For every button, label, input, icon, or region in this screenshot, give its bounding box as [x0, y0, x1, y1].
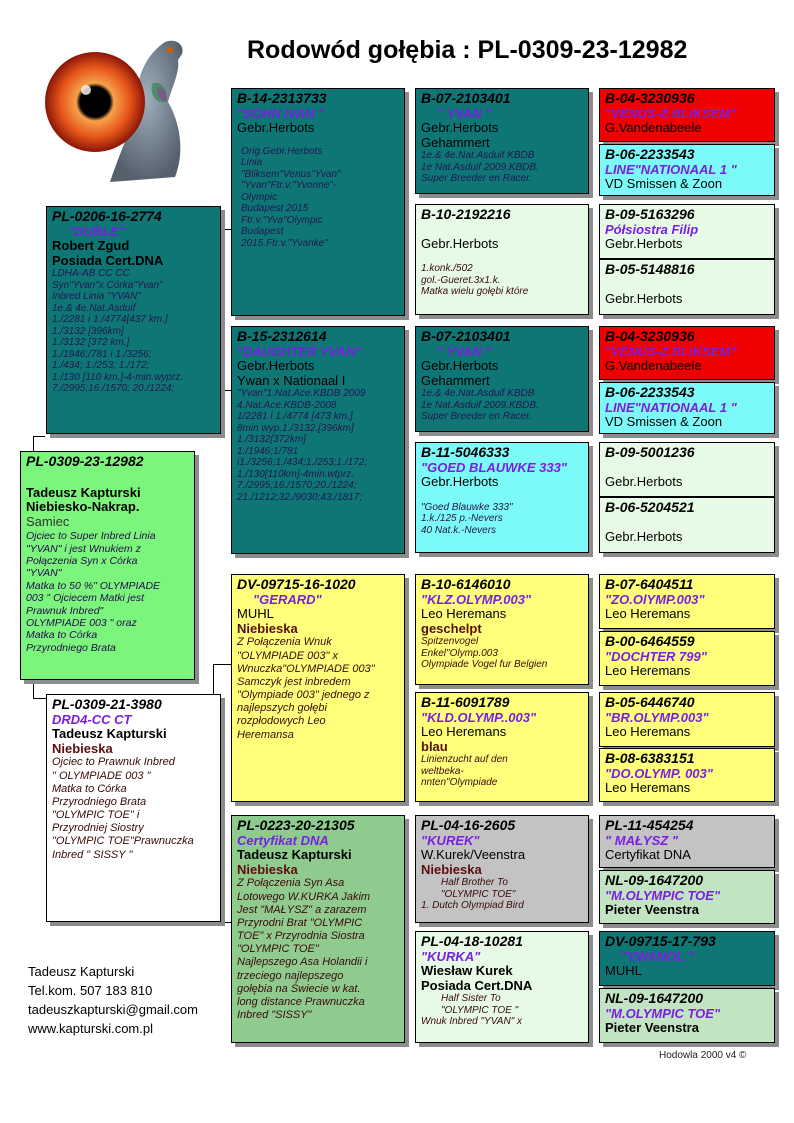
fm-owner: Gebr.Herbots: [237, 358, 315, 374]
g3-ring: B-05-5148816: [605, 261, 695, 277]
g4-card[interactable]: [599, 326, 775, 380]
mfm-owner: Leo Heremans: [421, 724, 507, 740]
g10-card[interactable]: [599, 692, 775, 747]
g4-ring: B-04-3230936: [605, 328, 695, 344]
mff-notes: Spitzenvogel Enkel"Olymp.003 Olympiade Vogel fur Belgien: [421, 636, 548, 671]
subject-ring: PL-0309-23-12982: [26, 453, 144, 469]
fmm-owner: Gebr.Herbots: [421, 474, 499, 490]
g1-name: LINE"NATIONAAL 1 ": [605, 161, 737, 177]
mf-owner: MUHL: [237, 606, 274, 622]
mmf-name: "KUREK": [421, 832, 480, 848]
mother-ring: PL-0309-21-3980: [52, 696, 162, 712]
ff-notes: Orig.Gebr.Herbots Linia "Bliksem"Venus"Yvan" "Yvan"Ftr.v."Yvonne"- Olympic Budapest 2015 Ftr.v."Yva"Olympic Budapest 2015.Ftr.v."Yvanke": [241, 145, 341, 249]
ff-owner: Gebr.Herbots: [237, 120, 315, 136]
g9-ring: B-00-6464559: [605, 633, 695, 649]
g2-name: Półsiostra Filip: [605, 221, 699, 237]
g8-card[interactable]: [599, 574, 775, 629]
page-title: Rodowód gołębia : PL-0309-23-12982: [247, 36, 688, 64]
mmf-owner: W.Kurek/Veenstra: [421, 847, 526, 863]
g0-card[interactable]: [599, 88, 775, 142]
mmf-ring: PL-04-16-2605: [421, 817, 516, 833]
g4-owner: G.Vandenabeele: [605, 358, 702, 374]
g11-name: "DO.OLYMP. 003": [605, 765, 713, 781]
father-ring: PL-0206-16-2774: [52, 208, 162, 224]
fm-notes: "Yvan"1.Nat.Ace.KBDB 2009 4.Nat.Ace.KBDB-2008 1/2281 i 1./4774 [473 km.] 8min wyp.1./3132.[396km] 1./3132[372km] 1./1946;1/781 i1./3256;1./434;1./253;1./172; 1./130[110km]-4min.wtprz. 7./2995;16./1570;20./1224; 21./1212;32./9030;43./1817;: [237, 388, 368, 503]
mm-notes: Z Połączenia Syn Asa Lotowego W.KURKA Jakim Jest "MAŁYSZ" a zarazem Przyrodni Brat "OLYMPIC TOE" x Przyrodnia Siostra "OLYMPIC TOE" Najlepszego Asa Holandii i trzeciego najlepszego gołębia na Świecie w kat. long distance Prawnuczka Inbred "SISSY": [237, 877, 371, 1022]
father-name: "DUBLE": [68, 223, 126, 239]
g6-owner: Gebr.Herbots: [605, 473, 683, 489]
mf-color: Niebieska: [237, 620, 298, 636]
mm-color: Niebieska: [237, 861, 298, 877]
mff-ring: B-10-6146010: [421, 576, 511, 592]
g2-card[interactable]: [599, 204, 775, 259]
mmm-ring: PL-04-18-10281: [421, 933, 523, 949]
g3-owner: Gebr.Herbots: [605, 290, 683, 306]
fff-ring: B-07-2103401: [421, 90, 511, 106]
fff-owner: Gebr.Herbots: [421, 120, 499, 136]
g12-ring: PL-11-454254: [605, 817, 694, 833]
mfm-name: "KLD.OLYMP..003": [421, 709, 537, 725]
g14-ring: DV-09715-17-793: [605, 933, 716, 949]
subject-card[interactable]: [20, 451, 195, 680]
pigeon-eye-logo: [40, 32, 190, 187]
mff-owner: Leo Heremans: [421, 606, 507, 622]
mmm-card[interactable]: [415, 931, 589, 1043]
g9-card[interactable]: [599, 631, 775, 686]
mfm-extra: blau: [421, 738, 448, 754]
fm-card[interactable]: [231, 326, 405, 554]
mmm-owner: Wiesław Kurek: [421, 963, 513, 979]
g10-ring: B-05-6446740: [605, 694, 695, 710]
father-card[interactable]: [46, 206, 221, 434]
mm-name: Certyfikat DNA: [237, 832, 329, 848]
g5-name: LINE"NATIONAAL 1 ": [605, 399, 737, 415]
g4-name: "VENUS-Z.BLIKSEM": [605, 343, 737, 359]
g12-name: " MAŁYSZ ": [605, 832, 678, 848]
mother-owner: Tadeusz Kapturski: [52, 726, 167, 742]
g9-owner: Leo Heremans: [605, 663, 691, 679]
fff-name: " YVAN ": [437, 105, 492, 121]
mf-card[interactable]: [231, 574, 405, 802]
g1-card[interactable]: [599, 144, 775, 196]
contact-email[interactable]: tadeuszkapturski@gmail.com: [28, 1002, 198, 1017]
g7-card[interactable]: [599, 497, 775, 553]
ff-card[interactable]: [231, 88, 405, 316]
mmm-name: "KURKA": [421, 948, 481, 964]
g5-owner: VD Smissen & Zoon: [605, 414, 723, 430]
g10-owner: Leo Heremans: [605, 724, 691, 740]
g11-ring: B-08-6383151: [605, 750, 695, 766]
mmf-card[interactable]: [415, 815, 589, 923]
g8-ring: B-07-6404511: [605, 576, 694, 592]
g8-name: "ZO.OlYMP.003": [605, 591, 705, 607]
mf-name: "GERARD": [253, 591, 322, 607]
g6-ring: B-09-5001236: [605, 444, 695, 460]
fff-card[interactable]: [415, 88, 589, 194]
subject-sex: Samiec: [26, 513, 70, 529]
g13-name: "M.OLYMPIC TOE": [605, 887, 721, 903]
fmf-notes: 1e.& 4e.Nat.Asduif KBDB 1e Nat.Asduif 2009.KBDB. Super Breeder en Racer.: [421, 388, 539, 423]
father-notes: LDHA-AB CC CC Syn"Yvan"x Córka"Yvan" Inbred Linia "YVAN" 1e.& 4e.Nat.Asduif 1./2281 i 1./4774[437 km.] 1./3132 [396km] 1./3132 [372 km.] 1./1946;/781 i 1./3256; 1./434; 1./253; 1./172; 1./130 [110 km.]-4-min.wyprz. 7./2995;16./1570; 20./1224;: [52, 268, 183, 395]
g7-ring: B-06-5204521: [605, 499, 695, 515]
subject-owner: Tadeusz Kapturski: [26, 484, 141, 500]
fmf-owner: Gebr.Herbots: [421, 358, 499, 374]
mm-owner: Tadeusz Kapturski: [237, 847, 352, 863]
mfm-card[interactable]: [415, 692, 589, 802]
mother-name: DRD4-CC CT: [52, 711, 132, 727]
mmf-extra: Niebieska: [421, 861, 482, 877]
mmm-notes: Half Sister To "OLYMPIC TOE " Wnuk Inbred "YVAN" x: [421, 993, 523, 1028]
g11-card[interactable]: [599, 748, 775, 802]
fmm-notes: "Goed Blauwke 333" 1.k./125 p.-Nevers 40 Nat.k.-Nevers: [421, 501, 513, 536]
fff-notes: 1e.& 4e.Nat.Asduif KBDB 1e Nat.Asduif 2009.KBDB. Super Breeder en Racer.: [421, 150, 539, 185]
mm-ring: PL-0223-20-21305: [237, 817, 355, 833]
fmf-card[interactable]: [415, 326, 589, 432]
mf-notes: Z Połączenia Wnuk "OLYMPIADE 003" x Wnuczka"OLYMPIADE 003" Samczyk jest inbredem "Olympiade 003" jednego z najlepszych gołębi rozpłodowych Leo Heremansa: [237, 636, 375, 741]
g10-name: "BR.OLYMP.003": [605, 709, 709, 725]
mfm-ring: B-11-6091789: [421, 694, 510, 710]
g7-owner: Gebr.Herbots: [605, 528, 683, 544]
g15-name: "M.OLYMPIC TOE": [605, 1005, 721, 1021]
mff-card[interactable]: [415, 574, 589, 685]
ffm-ring: B-10-2192216: [421, 206, 511, 222]
g5-card[interactable]: [599, 382, 775, 434]
g15-owner: Pieter Veenstra: [605, 1020, 699, 1036]
fm-extra: Ywan x Nationaal I: [237, 372, 346, 388]
g15-ring: NL-09-1647200: [605, 990, 704, 1006]
mf-ring: DV-09715-16-1020: [237, 576, 356, 592]
contact-block: [28, 962, 198, 1038]
g14-card[interactable]: [599, 931, 775, 986]
g15-card[interactable]: [599, 988, 775, 1043]
fmm-name: "GOED BLAUWKE 333": [421, 459, 567, 475]
g13-owner: Pieter Veenstra: [605, 902, 699, 918]
fff-extra: Gehammert: [421, 134, 490, 150]
ffm-owner: Gebr.Herbots: [421, 235, 499, 251]
g13-card[interactable]: [599, 870, 775, 924]
g0-name: "VENUS-Z.BLIKSEM": [605, 105, 737, 121]
g5-ring: B-06-2233543: [605, 384, 695, 400]
subject-notes: Ojciec to Super Inbred Linia "YVAN" i jest Wnukiem z Połączenia Syn x Córka "YVAN" Matka to 50 %" OLYMPIADE 003 " Ojciecem Matki jest Prawnuk Inbred" OLYMPIADE 003 " oraz Matka to Córka Przyrodniego Brata: [26, 530, 161, 654]
ff-name: "SOHN IVAN ": [237, 105, 325, 121]
g0-ring: B-04-3230936: [605, 90, 695, 106]
g14-name: "YWANOL ": [621, 948, 694, 964]
g1-ring: B-06-2233543: [605, 146, 695, 162]
ffm-notes: 1.konk./502 gol.-Gueret.3x1.k. Matka wielu gołębi które: [421, 263, 529, 298]
contact-website[interactable]: www.kapturski.com.pl: [28, 1021, 153, 1036]
g11-owner: Leo Heremans: [605, 780, 691, 796]
fmf-extra: Gehammert: [421, 372, 490, 388]
g3-card[interactable]: [599, 259, 775, 315]
mmf-notes: Half Brother To "OLYMPIC TOE" 1. Dutch Olympiad Bird: [421, 877, 524, 912]
g13-ring: NL-09-1647200: [605, 872, 704, 888]
fm-name: "DAUGHTER YVAN": [237, 343, 362, 359]
father-cert: Posiada Cert.DNA: [52, 252, 164, 268]
g14-owner: MUHL: [605, 963, 642, 979]
mother-color: Niebieska: [52, 740, 113, 756]
father-owner: Robert Zgud: [52, 238, 130, 254]
mother-notes: Ojciec to Prawnuk Inbred " OLYMPIADE 003 " Matka to Córka Przyrodniego Brata "OLYMPIC TOE" i Przyrodniej Siostry "OLYMPIC TOE"Prawnuczka Inbred " SISSY ": [52, 756, 194, 861]
g1-owner: VD Smissen & Zoon: [605, 176, 723, 192]
mother-card[interactable]: [46, 694, 221, 922]
ffm-card[interactable]: [415, 204, 589, 315]
fmm-ring: B-11-5046333: [421, 444, 510, 460]
mff-extra: geschelpt: [421, 620, 482, 636]
g6-card[interactable]: [599, 442, 775, 497]
mmm-extra: Posiada Cert.DNA: [421, 977, 533, 993]
contact-name: Tadeusz Kapturski: [28, 964, 135, 979]
subject-color: Niebiesko-Nakrap.: [26, 499, 140, 515]
g2-owner: Gebr.Herbots: [605, 236, 683, 252]
fmf-name: " YVAN ": [437, 343, 492, 359]
ff-ring: B-14-2313733: [237, 90, 327, 106]
contact-phone: Tel.kom. 507 183 810: [28, 983, 153, 998]
g9-name: "DOCHTER 799": [605, 648, 707, 664]
g0-owner: G.Vandenabeele: [605, 120, 702, 136]
mff-name: "KLZ.OLYMP.003": [421, 591, 532, 607]
footer-credit: Hodowla 2000 v4 ©: [659, 1050, 747, 1061]
fmf-ring: B-07-2103401: [421, 328, 511, 344]
g2-ring: B-09-5163296: [605, 206, 695, 222]
g12-owner: Certyfikat DNA: [605, 847, 691, 863]
g8-owner: Leo Heremans: [605, 606, 691, 622]
fmm-card[interactable]: [415, 442, 589, 553]
g12-card[interactable]: [599, 815, 775, 868]
mm-card[interactable]: [231, 815, 405, 1043]
mfm-notes: Linienzucht auf den weltbeka- nnten"Olympiade: [421, 754, 508, 789]
fm-ring: B-15-2312614: [237, 328, 327, 344]
